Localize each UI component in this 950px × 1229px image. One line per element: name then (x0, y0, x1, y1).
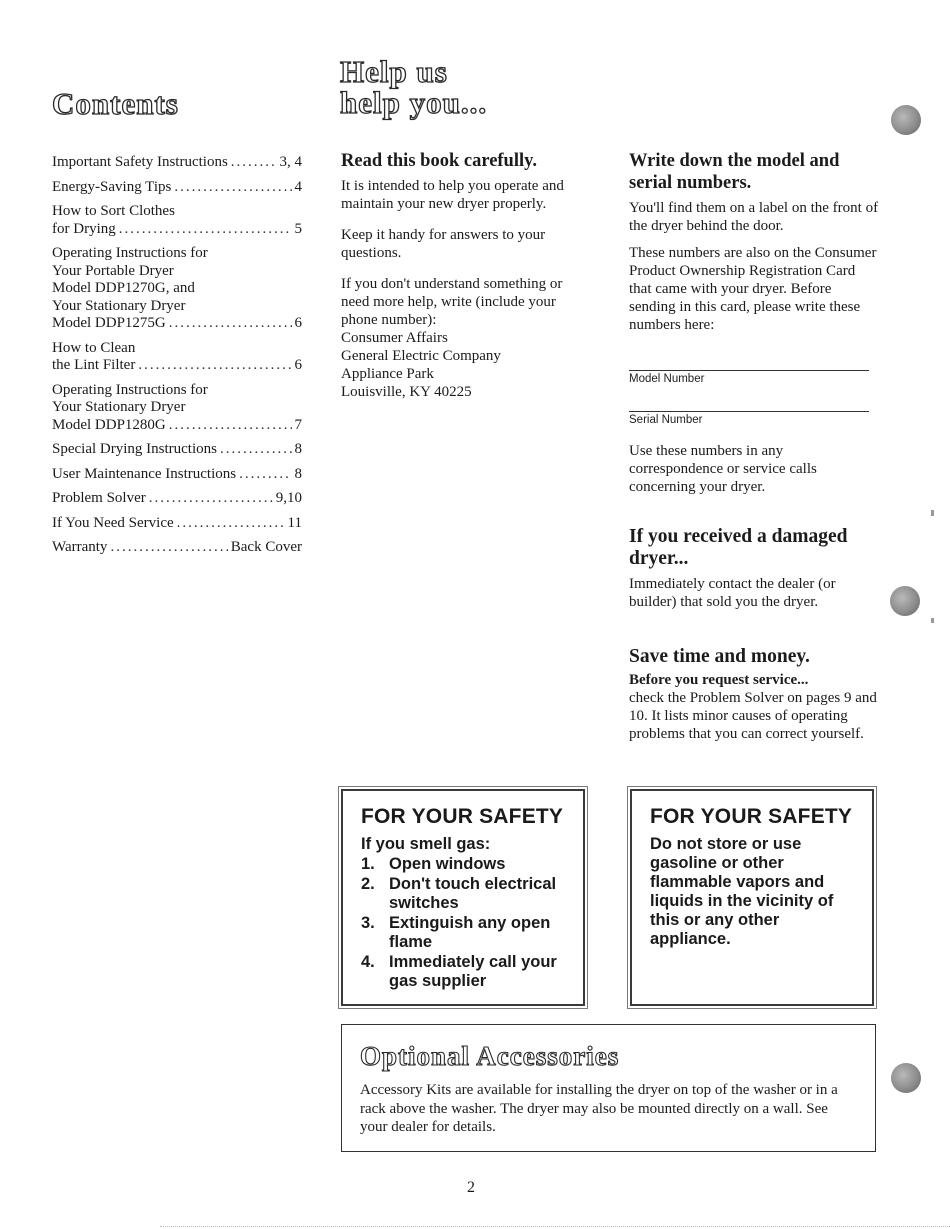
write-numbers-para-2: These numbers are also on the Consumer Product Ownership Registration Card that came with your dryer. Before sending in this card, please write these numbers here: (629, 245, 877, 333)
toc-line (52, 539, 302, 557)
toc-line (52, 298, 302, 316)
toc-line (52, 245, 302, 263)
gas-safety-steps (361, 855, 567, 992)
toc-entry-label: Problem Solver (52, 490, 146, 506)
toc-line (52, 280, 302, 298)
address-line: Consumer Affairs (341, 330, 448, 346)
toc-page-number: 3, 4 (279, 154, 302, 170)
contents-heading: Contents (52, 86, 179, 121)
toc-entry (52, 466, 302, 484)
table-of-contents (52, 154, 302, 564)
step-text: Don't touch electrical switches (389, 874, 557, 912)
address-line: Appliance Park (341, 366, 434, 382)
toc-entry-label: Operating Instructions for (52, 381, 208, 398)
punch-hole-icon (891, 105, 921, 135)
damaged-dryer-text: Immediately contact the dealer (or builder) that sold you the dryer. (629, 576, 836, 610)
toc-entry-label: the Lint Filter (52, 357, 136, 373)
model-number-label: Model Number (629, 373, 705, 385)
gas-safety-subtitle: If you smell gas: (361, 835, 491, 853)
toc-line (52, 417, 302, 435)
toc-line (52, 154, 302, 172)
save-money-section (629, 646, 879, 743)
toc-line (52, 221, 302, 239)
toc-page-number: 9,10 (275, 490, 302, 506)
scan-speck (931, 618, 934, 623)
toc-line (52, 357, 302, 375)
save-money-title: Save time and money. (629, 646, 810, 667)
toc-leader-dots (220, 441, 292, 459)
toc-entry-label: Energy-Saving Tips (52, 178, 172, 195)
help-us-heading (340, 56, 487, 118)
address-line: General Electric Company (341, 348, 501, 364)
save-money-text: check the Problem Solver on pages 9 and 10. It lists minor causes of operating problems that you can correct yourself. (629, 690, 877, 742)
help-heading-line-1: Help us (340, 54, 448, 89)
toc-leader-dots (177, 515, 285, 533)
toc-line (52, 466, 302, 484)
gas-safety-box (341, 789, 585, 1006)
toc-entry (52, 382, 302, 435)
toc-entry (52, 539, 302, 557)
vapor-safety-title: FOR YOUR SAFETY (650, 805, 853, 828)
list-item (361, 953, 567, 992)
toc-page-number: 5 (294, 220, 302, 237)
damaged-dryer-title: If you received a damaged dryer... (629, 526, 848, 569)
toc-line (52, 399, 302, 417)
toc-entry (52, 245, 302, 333)
toc-line (52, 203, 302, 221)
toc-entry (52, 340, 302, 375)
toc-page-number: 4 (294, 178, 302, 195)
punch-hole-icon (891, 1063, 921, 1093)
step-number: 2. (361, 874, 375, 893)
help-heading-line-2: help you... (340, 85, 488, 120)
write-numbers-title: Write down the model and serial numbers. (629, 151, 840, 193)
toc-leader-dots (169, 315, 292, 333)
step-number: 4. (361, 952, 375, 971)
scan-edge (160, 1226, 950, 1228)
toc-line (52, 263, 302, 281)
toc-page-number: 6 (294, 315, 302, 331)
toc-line (52, 340, 302, 358)
toc-entry-label: If You Need Service (52, 514, 174, 531)
vapor-safety-text: Do not store or use gasoline or other flammable vapors and liquids in the vicinity of this or any other appliance. (650, 835, 834, 948)
accessories-title: Optional Accessories (360, 1041, 620, 1071)
list-item (361, 855, 567, 875)
toc-entry (52, 515, 302, 533)
serial-number-line[interactable] (629, 395, 869, 426)
scan-speck (931, 510, 934, 516)
step-text: Extinguish any open flame (389, 913, 551, 951)
write-numbers-para-1: You'll find them on a label on the front of the dryer behind the door. (629, 200, 879, 234)
read-book-para-3: If you don't understand something or need more help, write (include your phone number): (341, 276, 563, 328)
toc-line (52, 441, 302, 459)
toc-entry-label: Important Safety Instructions (52, 154, 228, 170)
toc-line (52, 515, 302, 533)
toc-entry (52, 154, 302, 172)
toc-line (52, 382, 302, 400)
toc-page-number: 8 (294, 441, 302, 457)
model-number-line[interactable] (629, 354, 869, 385)
toc-page-number: 7 (294, 416, 302, 433)
toc-entry-label: Model DDP1280G (52, 416, 166, 433)
toc-entry-label: Operating Instructions for (52, 245, 208, 261)
toc-leader-dots (138, 357, 291, 375)
toc-page-number: 11 (287, 514, 302, 531)
mailing-address (341, 329, 591, 401)
toc-entry (52, 179, 302, 197)
page-number: 2 (467, 1179, 475, 1196)
toc-leader-dots (119, 221, 292, 239)
toc-entry-label: Your Stationary Dryer (52, 297, 186, 314)
toc-entry-label: Warranty (52, 539, 108, 555)
toc-leader-dots (110, 539, 227, 557)
accessories-text: Accessory Kits are available for installing the dryer on top of the washer or in a rack above the washer. The dryer may also be mounted directly on a wall. See your dealer for details. (360, 1082, 838, 1135)
accessories-box (341, 1024, 876, 1152)
toc-leader-dots (231, 154, 277, 172)
read-book-para-2: Keep it handy for answers to your questions. (341, 227, 546, 261)
toc-entry-label: How to Clean (52, 339, 136, 356)
toc-leader-dots (169, 417, 292, 435)
toc-entry-label: User Maintenance Instructions (52, 465, 237, 482)
toc-entry-label: Special Drying Instructions (52, 441, 217, 457)
toc-page-number: Back Cover (230, 539, 302, 555)
list-item (361, 875, 567, 914)
toc-page-number: 6 (294, 357, 302, 373)
read-book-para-1: It is intended to help you operate and maintain your new dryer properly. (341, 178, 564, 212)
save-money-lead: Before you request service... (629, 672, 809, 688)
toc-leader-dots (174, 179, 291, 197)
step-text: Open windows (389, 855, 506, 873)
toc-entry-label: for Drying (52, 220, 116, 237)
gas-safety-title: FOR YOUR SAFETY (361, 805, 564, 828)
toc-entry-label: Model DDP1270G, and (52, 280, 195, 296)
toc-entry (52, 490, 302, 508)
write-numbers-section (629, 150, 879, 505)
step-number: 1. (361, 855, 375, 873)
damaged-dryer-section (629, 526, 879, 611)
step-number: 3. (361, 913, 375, 932)
address-line: Louisville, KY 40225 (341, 384, 472, 400)
step-text: Immediately call your gas supplier (389, 952, 557, 990)
toc-line (52, 179, 302, 197)
toc-entry (52, 441, 302, 459)
toc-leader-dots (239, 466, 291, 484)
toc-line (52, 490, 302, 508)
punch-hole-icon (890, 586, 920, 616)
toc-entry-label: How to Sort Clothes (52, 203, 175, 219)
write-numbers-para-3: Use these numbers in any correspondence or service calls concerning your dryer. (629, 443, 817, 495)
toc-leader-dots (149, 490, 273, 508)
toc-entry-label: Model DDP1275G (52, 315, 166, 331)
serial-number-label: Serial Number (629, 414, 703, 426)
toc-page-number: 8 (294, 465, 302, 482)
vapor-safety-box (630, 789, 874, 1006)
list-item (361, 914, 567, 953)
toc-entry (52, 203, 302, 238)
toc-entry-label: Your Stationary Dryer (52, 399, 186, 415)
read-book-title: Read this book carefully. (341, 151, 537, 171)
toc-line (52, 315, 302, 333)
toc-entry-label: Your Portable Dryer (52, 262, 174, 279)
read-book-section (341, 150, 591, 401)
